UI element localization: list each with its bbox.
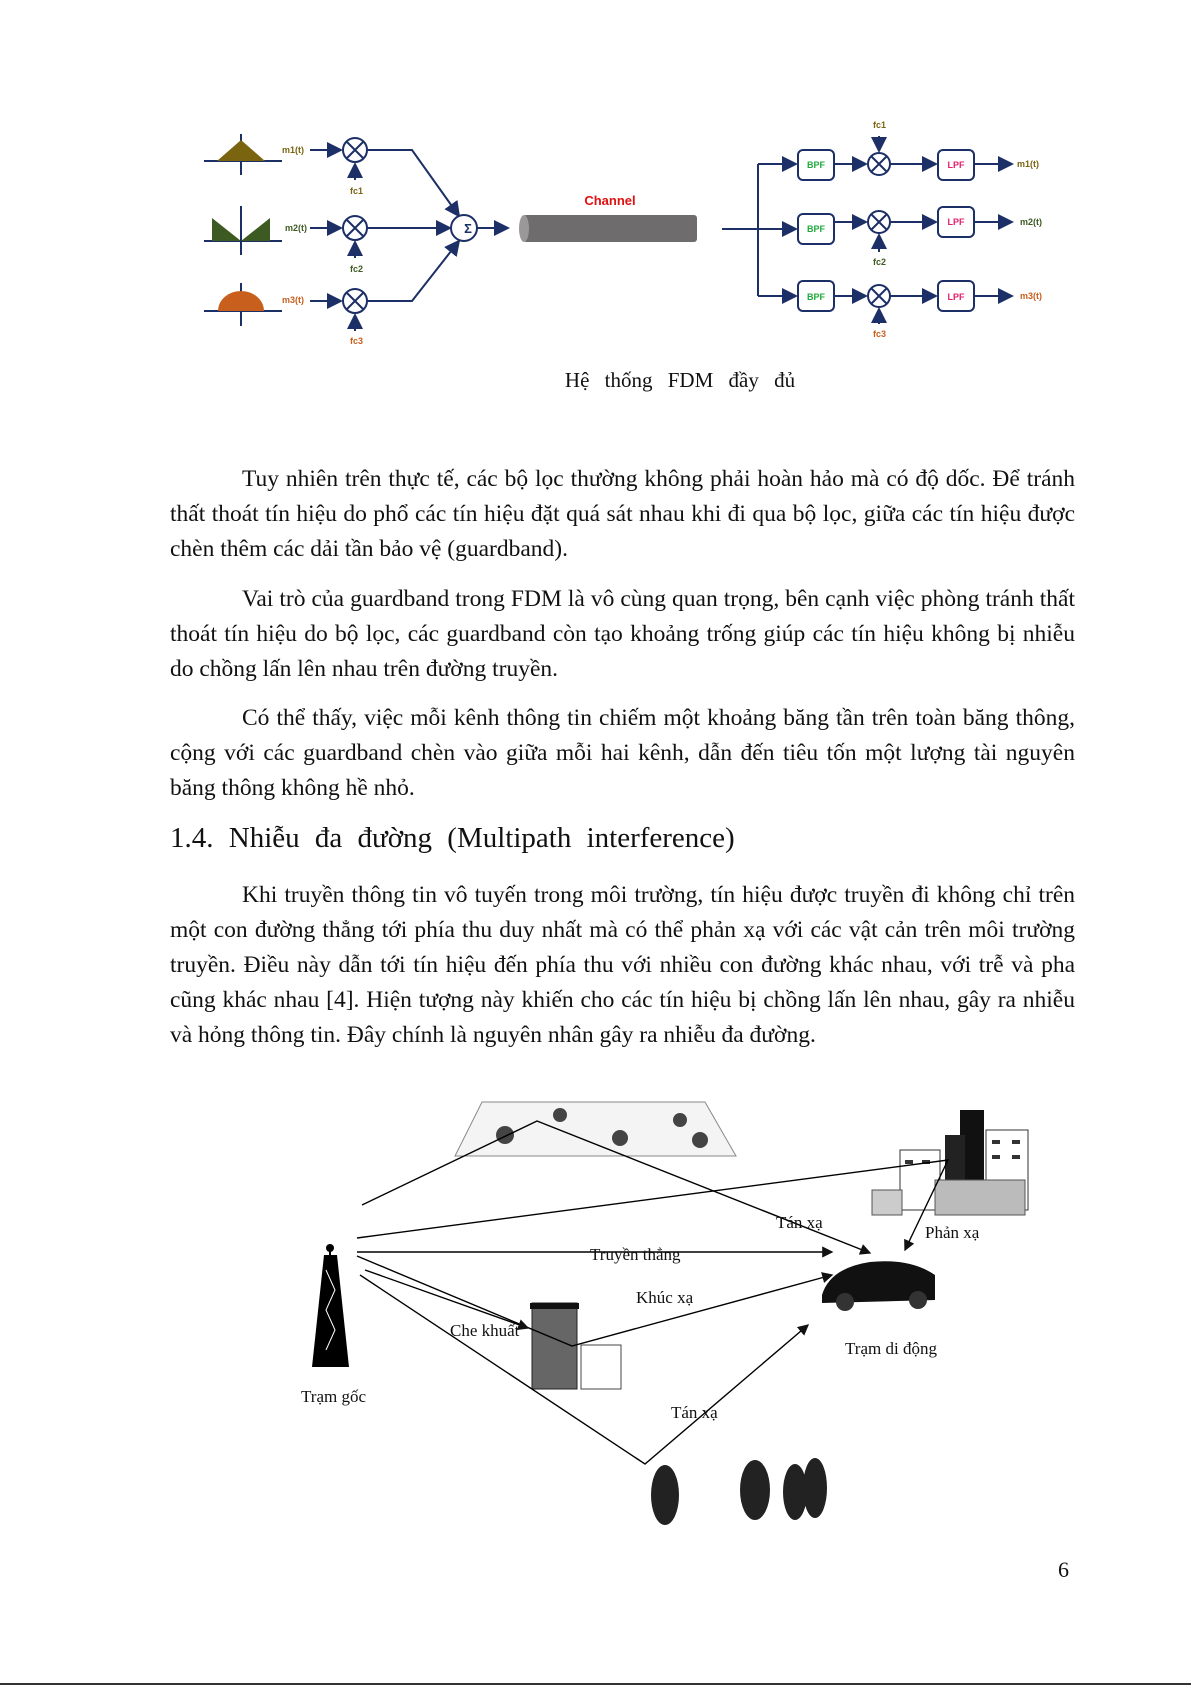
paragraph: Tuy nhiên trên thực tế, các bộ lọc thường không phải hoàn hảo mà có độ dốc. Để tránh thất thoát tín hiệu do phổ các tín hiệu đặt quá sát nhau khi đi qua bộ lọc, giữa các tín hiệu được chèn thêm các dải tần bảo vệ (guardband). [170,466,1075,562]
mixer-icon [343,289,367,313]
mixer-icon [343,216,367,240]
scatter-label: Tán xạ [776,1213,823,1232]
car-icon [822,1261,935,1311]
input-label: m3(t) [282,295,304,305]
mixer-icon [868,211,890,233]
mixer-icon [343,138,367,162]
channel-cylinder [519,215,697,242]
mobile-station-label: Trạm di động [845,1339,937,1358]
lpf-label: LPF [947,217,965,227]
output-label: m2(t) [1020,217,1042,227]
carrier-label: fc3 [873,329,887,339]
input-label: m2(t) [285,223,307,233]
mountain-with-trees [455,1102,736,1156]
bpf-label: BPF [807,224,825,234]
paragraph: Khi truyền thông tin vô tuyến trong môi trường, tín hiệu được truyền đi không chỉ trên một con đường thẳng tới phía thu duy nhất mà có thể phản xạ với các vật cản trên môi trường truyền. Điều này dẫn tới tín hiệu đến phía thu với nhiều con đường khác nhau, với trễ và pha cũng khác nhau [4]. Hiện tượng này khiến cho các tín hiệu bị chồng lấn lên nhau, gây ra nhiễu và hỏng thông tin. Đây chính là nguyên nhân gây ra nhiễu đa đường. [170,882,1075,1048]
output-label: m1(t) [1017,159,1039,169]
section-heading: 1.4. Nhiễu đa đường (Multipath interference) [170,822,735,854]
figure-caption: Hệ thống FDM đầy đủ [564,368,796,392]
carrier-label: fc2 [350,264,364,274]
trees-bottom [651,1458,827,1525]
spectrum-m2 [204,206,282,255]
line-of-sight-label: Truyền thẳng [590,1245,681,1264]
input-label: m1(t) [282,145,304,155]
sum-symbol: Σ [464,221,472,236]
lpf-label: LPF [947,160,965,170]
mixer-icon [868,285,890,307]
reflection-label: Phản xạ [925,1223,980,1242]
bpf-label: BPF [807,292,825,302]
output-label: m3(t) [1020,291,1042,301]
carrier-label: fc1 [873,120,887,130]
base-station-label: Trạm gốc [301,1387,367,1406]
bpf-label: BPF [807,160,825,170]
shadowing-label: Che khuất [450,1321,520,1340]
carrier-label: fc3 [350,336,364,346]
carrier-label: fc2 [873,257,887,267]
refraction-label: Khúc xạ [636,1288,694,1307]
paragraph: Vai trò của guardband trong FDM là vô cùng quan trọng, bên cạnh việc phòng tránh thất thoát tín hiệu do bộ lọc, các guardband còn tạo khoảng trống giúp các tín hiệu không bị nhiễu do chồng lấn lên nhau trên đường truyền. [170,586,1075,682]
page-number: 6 [1058,1557,1069,1582]
scatter-label: Tán xạ [671,1403,718,1422]
spectrum-m1 [204,134,282,175]
base-station-tower-icon [312,1244,349,1367]
city-buildings [872,1110,1028,1215]
mixer-icon [868,153,890,175]
lpf-label: LPF [947,292,965,302]
spectrum-m3 [204,283,282,326]
channel-label: Channel [584,193,636,208]
paragraph: Có thể thấy, việc mỗi kênh thông tin chiếm một khoảng băng tần trên toàn băng thông, cộng với các guardband chèn vào giữa mỗi hai kênh, dẫn đến tiêu tốn một lượng tài nguyên băng thông không hề nhỏ. [170,705,1075,801]
carrier-label: fc1 [350,186,364,196]
building-obstacle [530,1303,621,1389]
fdm-system-diagram [0,0,1191,360]
